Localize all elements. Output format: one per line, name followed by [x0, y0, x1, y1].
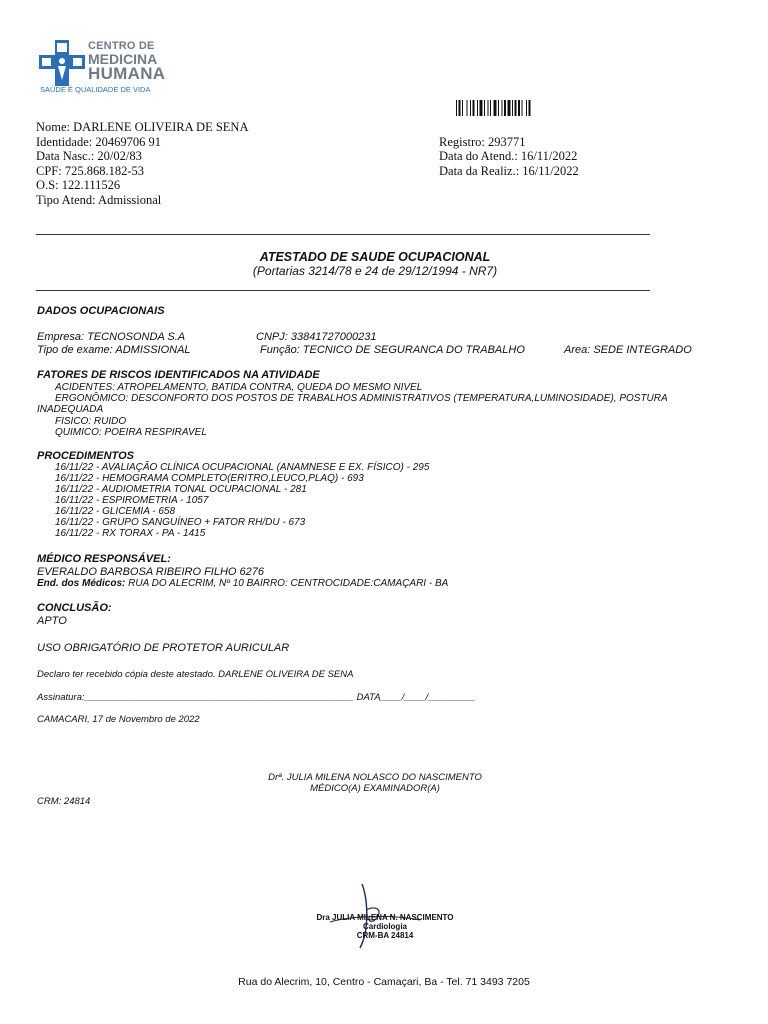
riscos-acidentes: ACIDENTES: ATROPELAMENTO, BATIDA CONTRA, QUEDA DO MESMO NIVEL: [55, 382, 423, 393]
dados-empresa: Empresa: TECNOSONDA S.A: [37, 331, 186, 343]
patient-nome: Nome: DARLENE OLIVEIRA DE SENA: [36, 120, 249, 134]
medico-endereco: [37, 578, 448, 589]
barcode-bar: [470, 100, 471, 116]
barcode-bar: [462, 100, 463, 116]
medico-endereco-label: End. dos Médicos:: [37, 578, 126, 589]
barcode-bar: [498, 100, 499, 116]
medico-nome: EVERALDO BARBOSA RIBEIRO FILHO 6276: [37, 566, 265, 578]
patient-cpf: CPF: 725.868.182-53: [36, 163, 145, 178]
barcode-bar: [459, 100, 461, 116]
barcode-bar: [512, 100, 513, 116]
patient-data-nasc: Data Nasc.: 20/02/83: [36, 149, 142, 163]
logo-line-3: HUMANA: [88, 64, 166, 83]
barcode-bar: [490, 100, 491, 116]
barcode-bar: [508, 100, 511, 116]
barcode-bar: [494, 100, 497, 116]
logo-tagline: SAÚDE É QUALIDADE DE VIDA: [40, 85, 151, 94]
procedimento-item: 16/11/22 - ESPIROMETRIA - 1057: [55, 495, 209, 506]
barcode-bar: [467, 100, 468, 116]
barcode-bar: [477, 100, 478, 116]
logo-line-2: MEDICINA: [88, 51, 158, 67]
divider-top: [36, 234, 650, 235]
patient-os: O.S: 122.111526: [36, 178, 121, 192]
patient-data-atend: Data do Atend.: 16/11/2022: [439, 149, 578, 163]
stamp-line-2: Cardiologia: [362, 922, 407, 931]
conclusao-heading: CONCLUSÃO:: [37, 602, 112, 614]
dados-heading: DADOS OCUPACIONAIS: [37, 305, 165, 317]
patient-registro: Registro: 293771: [439, 134, 526, 149]
dados-tipo-exame: Tipo de exame: ADMISSIONAL: [37, 344, 191, 356]
procedimento-item: 16/11/22 - GRUPO SANGUÍNEO + FATOR RH/DU - 673: [55, 517, 306, 528]
document-title: ATESTADO DE SAUDE OCUPACIONAL: [259, 250, 491, 264]
barcode-bar: [529, 100, 531, 116]
barcode-bar: [522, 100, 523, 116]
examinador-cargo: MÉDICO(A) EXAMINADOR(A): [310, 783, 440, 794]
riscos-fisico: FISICO: RUIDO: [55, 416, 127, 427]
divider-bottom: [36, 290, 650, 291]
barcode-bar: [473, 100, 475, 116]
barcode-bar: [518, 100, 520, 116]
patient-identidade: Identidade: 20469706 91: [36, 134, 161, 149]
dados-area: Area: SEDE INTEGRADO: [564, 344, 692, 356]
medical-cross-icon: [38, 40, 86, 86]
barcode-bar: [502, 100, 503, 116]
footer-address: Rua do Alecrim, 10, Centro - Camaçari, Ba - Tel. 71 3493 7205: [238, 976, 530, 988]
clinic-logo: [38, 38, 178, 98]
declaro-text: Declaro ter recebido cópia deste atestado. DARLENE OLIVEIRA DE SENA: [37, 669, 354, 680]
barcode-bar: [488, 100, 489, 116]
procedimento-item: 16/11/22 - AVALIAÇÃO CLÍNICA OCUPACIONAL (ANAMNESE E EX. FÍSICO) - 295: [55, 462, 430, 473]
barcode: [456, 100, 576, 116]
document-subtitle: (Portarias 3214/78 e 24 de 29/12/1994 - NR7): [252, 264, 498, 278]
stamp-line-3: CRM-BA 24814: [356, 931, 414, 940]
local-data: CAMACARI, 17 de Novembro de 2022: [37, 714, 200, 725]
barcode-bar: [526, 100, 527, 116]
examinador-crm: CRM: 24814: [37, 796, 91, 807]
conclusao-value: APTO: [37, 615, 67, 627]
riscos-quimico: QUIMICO: POEIRA RESPIRAVEL: [55, 427, 207, 438]
logo-line-1: CENTRO DE: [88, 40, 155, 52]
patient-tipo-atend: Tipo Atend: Admissional: [36, 192, 162, 207]
dados-funcao: Função: TECNICO DE SEGURANCA DO TRABALHO: [260, 344, 525, 356]
procedimento-item: 16/11/22 - AUDIOMETRIA TONAL OCUPACIONAL - 281: [55, 484, 307, 495]
procedimento-item: 16/11/22 - RX TORAX - PA - 1415: [55, 528, 206, 539]
barcode-bar: [484, 100, 485, 116]
riscos-ergonomico-cont: INADEQUADA: [37, 404, 104, 415]
conclusao-obs: USO OBRIGATÓRIO DE PROTETOR AURICULAR: [37, 642, 290, 654]
barcode-bar: [480, 100, 483, 116]
barcode-bar: [456, 100, 457, 116]
riscos-heading: FATORES DE RISCOS IDENTIFICADOS NA ATIVIDADE: [37, 369, 320, 381]
procedimento-item: 16/11/22 - GLICEMIA - 658: [55, 506, 176, 517]
examinador-nome: Drª. JULIA MILENA NOLASCO DO NASCIMENTO: [268, 772, 482, 783]
stamp-line-1: Dra JULIA MILENA N. NASCIMENTO: [316, 913, 454, 922]
medico-heading: MÉDICO RESPONSÁVEL:: [37, 553, 171, 565]
dados-cnpj: CNPJ: 33841727000231: [256, 331, 377, 343]
procedimento-item: 16/11/22 - HEMOGRAMA COMPLETO(ERITRO,LEUCO,PLAQ) - 693: [55, 473, 364, 484]
assinatura-line: Assinatura:___________________________________________________ DATA____/____/_________: [37, 692, 476, 703]
signature-stamp: [270, 880, 500, 950]
patient-data-realiz: Data da Realiz.: 16/11/2022: [439, 163, 579, 178]
barcode-bar: [515, 100, 517, 116]
barcode-bar: [504, 100, 506, 116]
procedimentos-heading: PROCEDIMENTOS: [37, 450, 134, 462]
medico-endereco-value: RUA DO ALECRIM, Nº 10 BAIRRO: CENTROCIDADE:CAMAÇARI - BA: [125, 578, 449, 589]
riscos-ergonomico: ERGONÔMICO: DESCONFORTO DOS POSTOS DE TRABALHOS ADMINISTRATIVOS (TEMPERATURA,LUMINOSIDADE), POSTURA: [55, 393, 668, 404]
